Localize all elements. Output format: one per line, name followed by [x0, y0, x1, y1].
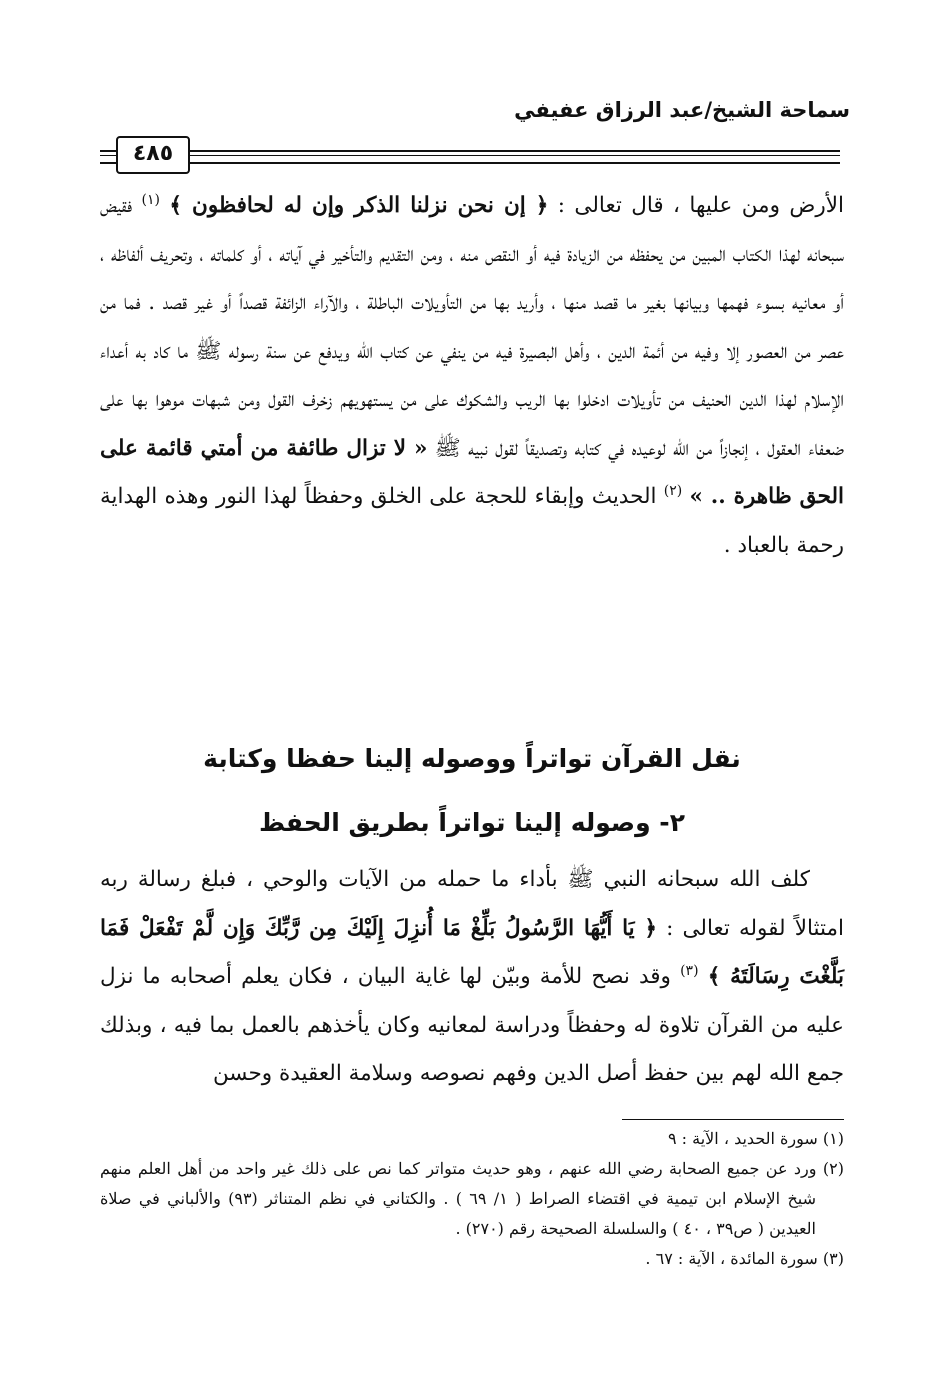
footnote-3: (٣) سورة المائدة ، الآية : ٦٧ . [645, 1249, 844, 1268]
text-segment: كلف الله سبحانه النبي ﷺ بأداء ما حمله من الآيات والوحي ، فبلغ رسالة ربه امتثالاً لقوله تعالى : [100, 867, 844, 941]
footnote-separator [622, 1119, 844, 1120]
hadith-quote: « لا تزال طائفة من أمتي قائمة على الحق ظاهرة .. » [100, 435, 844, 509]
footnote-ref: (٢) [663, 483, 683, 499]
header-rule [100, 150, 840, 164]
paragraph-2 [100, 856, 844, 1099]
text-segment: الحديث وإبقاء للحجة على الخلق وحفظاً لهذا النور وهذه الهداية رحمة بالعباد . [100, 484, 844, 558]
section-heading: نقل القرآن تواتراً ووصوله إلينا حفظا وكتابة [203, 744, 741, 773]
page-number: ٤٨٥ [116, 136, 190, 174]
footnote-ref: (٣) [680, 963, 699, 979]
text-segment: فقيض سبحانه لهذا الكتاب المبين من يحفظه من الزيادة فيه أو النقص منه ، ومن التقديم والتأخير في آياته ، أو كلماته ، وتحريف ألفاظه ، أو معانيه بسوء فهمها وبيانها بغير ما قصد منها ، وأريد بها من التأويلات الباطلة ، والآراء الزائفة قصداً أو غير قصد . فما من عصر من العصور إلا وفيه من أئمة الدين ، وأهل البصيرة فيه من ينفي عن كتاب الله ويدفع عن سنة رسوله ﷺ ما كاد به أعداء الإسلام لهذا الدين الحنيف من تأويلات ادخلوا بها الريب والشكوك على من يستهويهم زخرف القول ومن شبهات موهوا بها على ضعفاء العقول ، إنجازاً من الله لوعيده في كتابه وتصديقاً لقول نبيه ﷺ [100, 193, 844, 461]
text-segment: الأرض ومن عليها ، قال تعالى : [548, 193, 844, 218]
footnotes [100, 1124, 844, 1274]
footnote-ref: (١) [141, 192, 160, 208]
quran-quote: ﴿ إن نحن نزلنا الذكر وإن له لحافظون ﴾ [169, 193, 549, 218]
text-segment: وقد نصح للأمة وبيّن لها غاية البيان ، فكان يعلم أصحابه ما نزل عليه من القرآن تلاوة له وحفظاً ودراسة لمعانيه وكان يأخذهم بالعمل بما فيه ، وبذلك جمع الله لهم بين حفظ أصل الدين وفهم نصوصه وسلامة العقيدة وحسن [100, 964, 844, 1086]
footnote-2: (٢) ورد عن جميع الصحابة رضي الله عنهم ، وهو حديث متواتر كما نص على ذلك غير واحد من أهل العلم منهم شيخ الإسلام ابن تيمية في اقتضاء الصراط ( ١/ ٦٩ ) . والكتاني في نظم المتناثر (٩٣) والألباني في صلاة العيدين ( ص٣٩ ، ٤٠ ) والسلسلة الصحيحة رقم (٢٧٠) . [100, 1159, 844, 1238]
footnote-1: (١) سورة الحديد ، الآية : ٩ [667, 1129, 844, 1148]
paragraph-1 [100, 182, 844, 570]
running-title: سماحة الشيخ/عبد الرزاق عفيفي [514, 98, 850, 122]
quran-quote: ﴿ يَا أَيُّهَا الرَّسُولُ بَلِّغْ مَا أُنزِلَ إِلَيْكَ مِن رَّبِّكَ وَإِن لَّمْ تَفْعَلْ فَمَا بَلَّغْتَ رِسَالَتَهُ ﴾ [100, 915, 844, 989]
subsection-heading: ٢- وصوله إلينا تواتراً بطريق الحفظ [259, 808, 685, 837]
